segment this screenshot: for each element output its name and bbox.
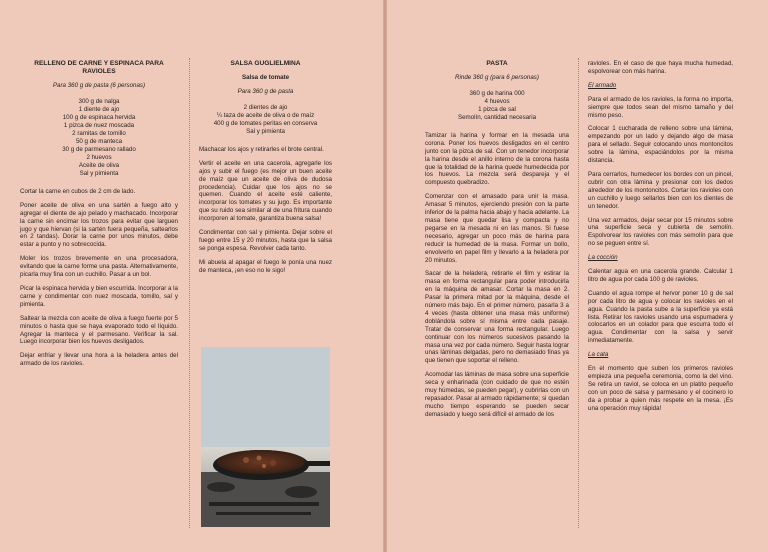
paragraph: Vertir el aceite en una cacerola, agregarle los ajos y subir el fuego (es mejor un buen aceite de maíz que un aceite de oliva de dudosa procedencia). Cuidar que los ajos no se quemen. Cuando el aceite esté caliente, incorporar los tomates y su jugo. Es importante que su ruido sea similar al de una fritura cuando incorporen al tomate, garantiza buena salsa! xyxy=(199,159,332,223)
ingredient: 2 huevos xyxy=(86,153,112,161)
ingredient: Semolín, cantidad necesaria xyxy=(457,113,537,121)
paragraph: Cuando el agua rompe el hervor poner 10 g de sal por cada litro de agua y colocar los ravioles en el agua. Cuando la pasta sube a la superficie ya está lista. Retirar los ravioles usando una espumadera y colocarlos en un colador para que escurra todo el agua. Condimentar con la salsa y servir inmediatamente. xyxy=(588,289,733,345)
paragraph: Condimentar con sal y pimienta. Dejar sobre el fuego entre 15 y 20 minutos, hasta que la salsa se ponga espesa. Revolver cada tanto. xyxy=(199,229,332,252)
paragraph: Mi abuela al apagar el fuego le ponía una nuez de manteca, ¡en eso no le sigo! xyxy=(199,258,332,274)
paragraph: En el momento que suben los primeros ravioles empieza una pequeña ceremonia, como la del vino. Se retira un raviol, se coloca en un platito pequeño con un poco de salsa y parmesano y el cocinero lo da a probar a quien más respete en la mesa. ¡Es una operación muy rápida! xyxy=(588,365,733,412)
paragraph: Comenzar con el amasado para unir la masa. Amasar 5 minutos, ejerciendo presión con la parte inferior de la palma hacia abajo y hacia adelante. La masa tiene que quedar lisa y compacta y no pegarse en la mesada ni en las manos. Si fuese necesario, agregar un poco más de harina para reducir la humedad de la masa. Formar un bollo, envolverlo en papel film y llevarlo a la heladera por 20 minutos. xyxy=(425,193,569,264)
recipe-title: SALSA GUGLIELMINA xyxy=(230,60,301,67)
ingredient: Sal y pimienta xyxy=(246,127,285,135)
paragraph: Tamizar la harina y formar en la mesada una corona. Poner los huevos desligados en el centro junto con la pizca de sal. Con un tenedor incorporar la harina desde el anillo interno de la corona hasta que la totalidad de la harina quede humedecida por los huevos. La mezcla será despareja y el compuesto quebradizo. xyxy=(425,131,569,187)
recipe-relleno xyxy=(20,60,178,374)
ingredient: 1 pizca de nuez moscada xyxy=(63,121,135,129)
ingredient: 30 g de parmesano rallado xyxy=(62,145,136,153)
paragraph: Cortar la carne en cubos de 2 cm de lado. xyxy=(20,187,136,195)
pasta-continued xyxy=(588,60,733,419)
book-spine xyxy=(383,0,387,552)
paragraph: Colocar 1 cucharada de relleno sobre una lámina, empezando por un lado y dejando algo de masa para el sellado. Seguir colocando unos montoncitos sobre la lámina, espaciándolos por la misma distancia. xyxy=(588,125,733,165)
paragraph: Sacar de la heladera, retirarle el film y estirar la masa en forma rectangular para poder introducirla en la máquina de amasar. Cortar la masa en 2. Pasar la primera mitad por la máquina, desde el número más bajo. En el primer número, pasarla 3 a 4 veces (hasta obtener una masa más uniforme) doblándola sobre sí misma entre cada pasaje. Tratar de conservar una forma rectangular. Luego continuar con los números sucesivos pasando la masa una vez por cada número. Seguir hasta lograr unas láminas delgadas, pero no demasiado finas ya que tienen que soportar el relleno. xyxy=(425,270,569,365)
paragraph: Picar la espinaca hervida y bien escurrida. Incorporar a la carne y condimentar con nuez moscada, tomillo, sal y pimienta. xyxy=(20,284,178,308)
paragraph: Moler los trozos brevemente en una procesadora, evitando que la carne forme una pasta. Alternativamente, picarla muy fina con un cuchillo. Pasar a un bol. xyxy=(20,255,178,279)
paragraph: Para cerrarlos, humedecer los bordes con un pincel, cubrir con otra lámina y presionar con los dedos alrededor de los montoncitos. Cortar los ravioles con un cuchillo y luego sellarlos bien con los dientes de un tenedor. xyxy=(588,170,733,210)
recipe-yield: Para 360 g de pasta xyxy=(237,88,294,95)
paragraph: Para el armado de los ravioles, la forma no importa, siempre que todos sean del mismo tamaño y del mismo peso. xyxy=(588,95,733,119)
ingredient: 2 dientes de ajo xyxy=(243,103,288,111)
recipe-title: PASTA xyxy=(486,60,508,67)
ingredient: 1 diente de ajo xyxy=(78,105,120,113)
recipe-subtitle: Salsa de tomate xyxy=(241,74,290,81)
paragraph: ravioles. En el caso de que haya mucha humedad, espolvorear con más harina. xyxy=(588,60,733,75)
recipe-yield: Para 360 g de pasta (6 personas) xyxy=(52,82,146,89)
recipe-yield: Rinde 360 g (para 6 personas) xyxy=(455,74,539,81)
recipe-salsa xyxy=(199,60,332,281)
section-heading: La cata xyxy=(588,351,609,359)
paragraph: Saltear la mezcla con aceite de oliva a fuego fuerte por 5 minutos o hasta que se haya evaporado todo el líquido. Agregar la manteca y el parmesano. Verificar la sal. Luego incorporar bien los huevos desligados. xyxy=(20,314,178,346)
recipe-title: RELLENO DE CARNE Y ESPINACA PARA RAVIOLES xyxy=(34,60,164,75)
paragraph: Acomodar las láminas de masa sobre una superficie seca y enharinada (con cuidado de que no estén muy húmedas, se pueden pegar), y cubrirlas con un repasador. Pasar al armado rápidamente; si quedan mucho tiempo esperando se pueden secar demasiado y luego será difícil el armado de los xyxy=(425,371,569,418)
ingredient: Sal y pimienta xyxy=(79,169,119,177)
paragraph: Dejar enfriar y llevar una hora a la heladera antes del armado de los ravioles. xyxy=(20,352,178,368)
paragraph: Calentar agua en una cacerola grande. Calcular 1 litro de agua por cada 100 g de ravioles. xyxy=(588,268,733,283)
ingredient-list xyxy=(199,104,332,136)
ingredient: 2 ramitas de tomillo xyxy=(72,129,126,137)
ingredient: Aceite de oliva xyxy=(78,161,120,169)
section-heading: El armado xyxy=(588,81,617,89)
ingredient: 50 g de manteca xyxy=(75,137,123,145)
section-heading: La cocción xyxy=(588,254,618,262)
ingredient: 400 g de tomates peritas en conserva xyxy=(213,119,318,127)
column-divider xyxy=(578,58,579,528)
paragraph: Machacar los ajos y retirarles el brote central. xyxy=(199,145,324,153)
recipe-pasta xyxy=(425,60,569,419)
ingredient: 1 pizca de sal xyxy=(478,105,516,113)
pan-on-stove-image xyxy=(201,347,330,527)
ingredient-list xyxy=(425,90,569,122)
ingredient: 360 g de harina 000 xyxy=(469,89,525,97)
cooking-photo xyxy=(201,347,330,527)
column-divider xyxy=(189,58,190,528)
paragraph: Poner aceite de oliva en una sartén a fuego alto y agregar el diente de ajo pelado y machacado. Incorporar la carne sin encimar los trozos para evitar que larguen jugo y que hiervan (si la sartén fuera pequeña, saltearlos en 2 tandas). Dorar la carne por unos minutos, debe estar a punto y no sobrecocida. xyxy=(20,201,178,249)
ingredient: 300 g de nalga xyxy=(78,97,120,105)
ingredient: 100 g de espinaca hervida xyxy=(62,113,136,121)
paragraph: Una vez armados, dejar secar por 15 minutos sobre una superficie seca y cubierta de semolín. Espolvorear los ravioles con más semolín para que no se peguen entre sí. xyxy=(588,216,733,248)
ingredient-list xyxy=(20,98,178,178)
ingredient: ¼ taza de aceite de oliva o de maíz xyxy=(216,111,315,119)
ingredient: 4 huevos xyxy=(484,97,510,105)
